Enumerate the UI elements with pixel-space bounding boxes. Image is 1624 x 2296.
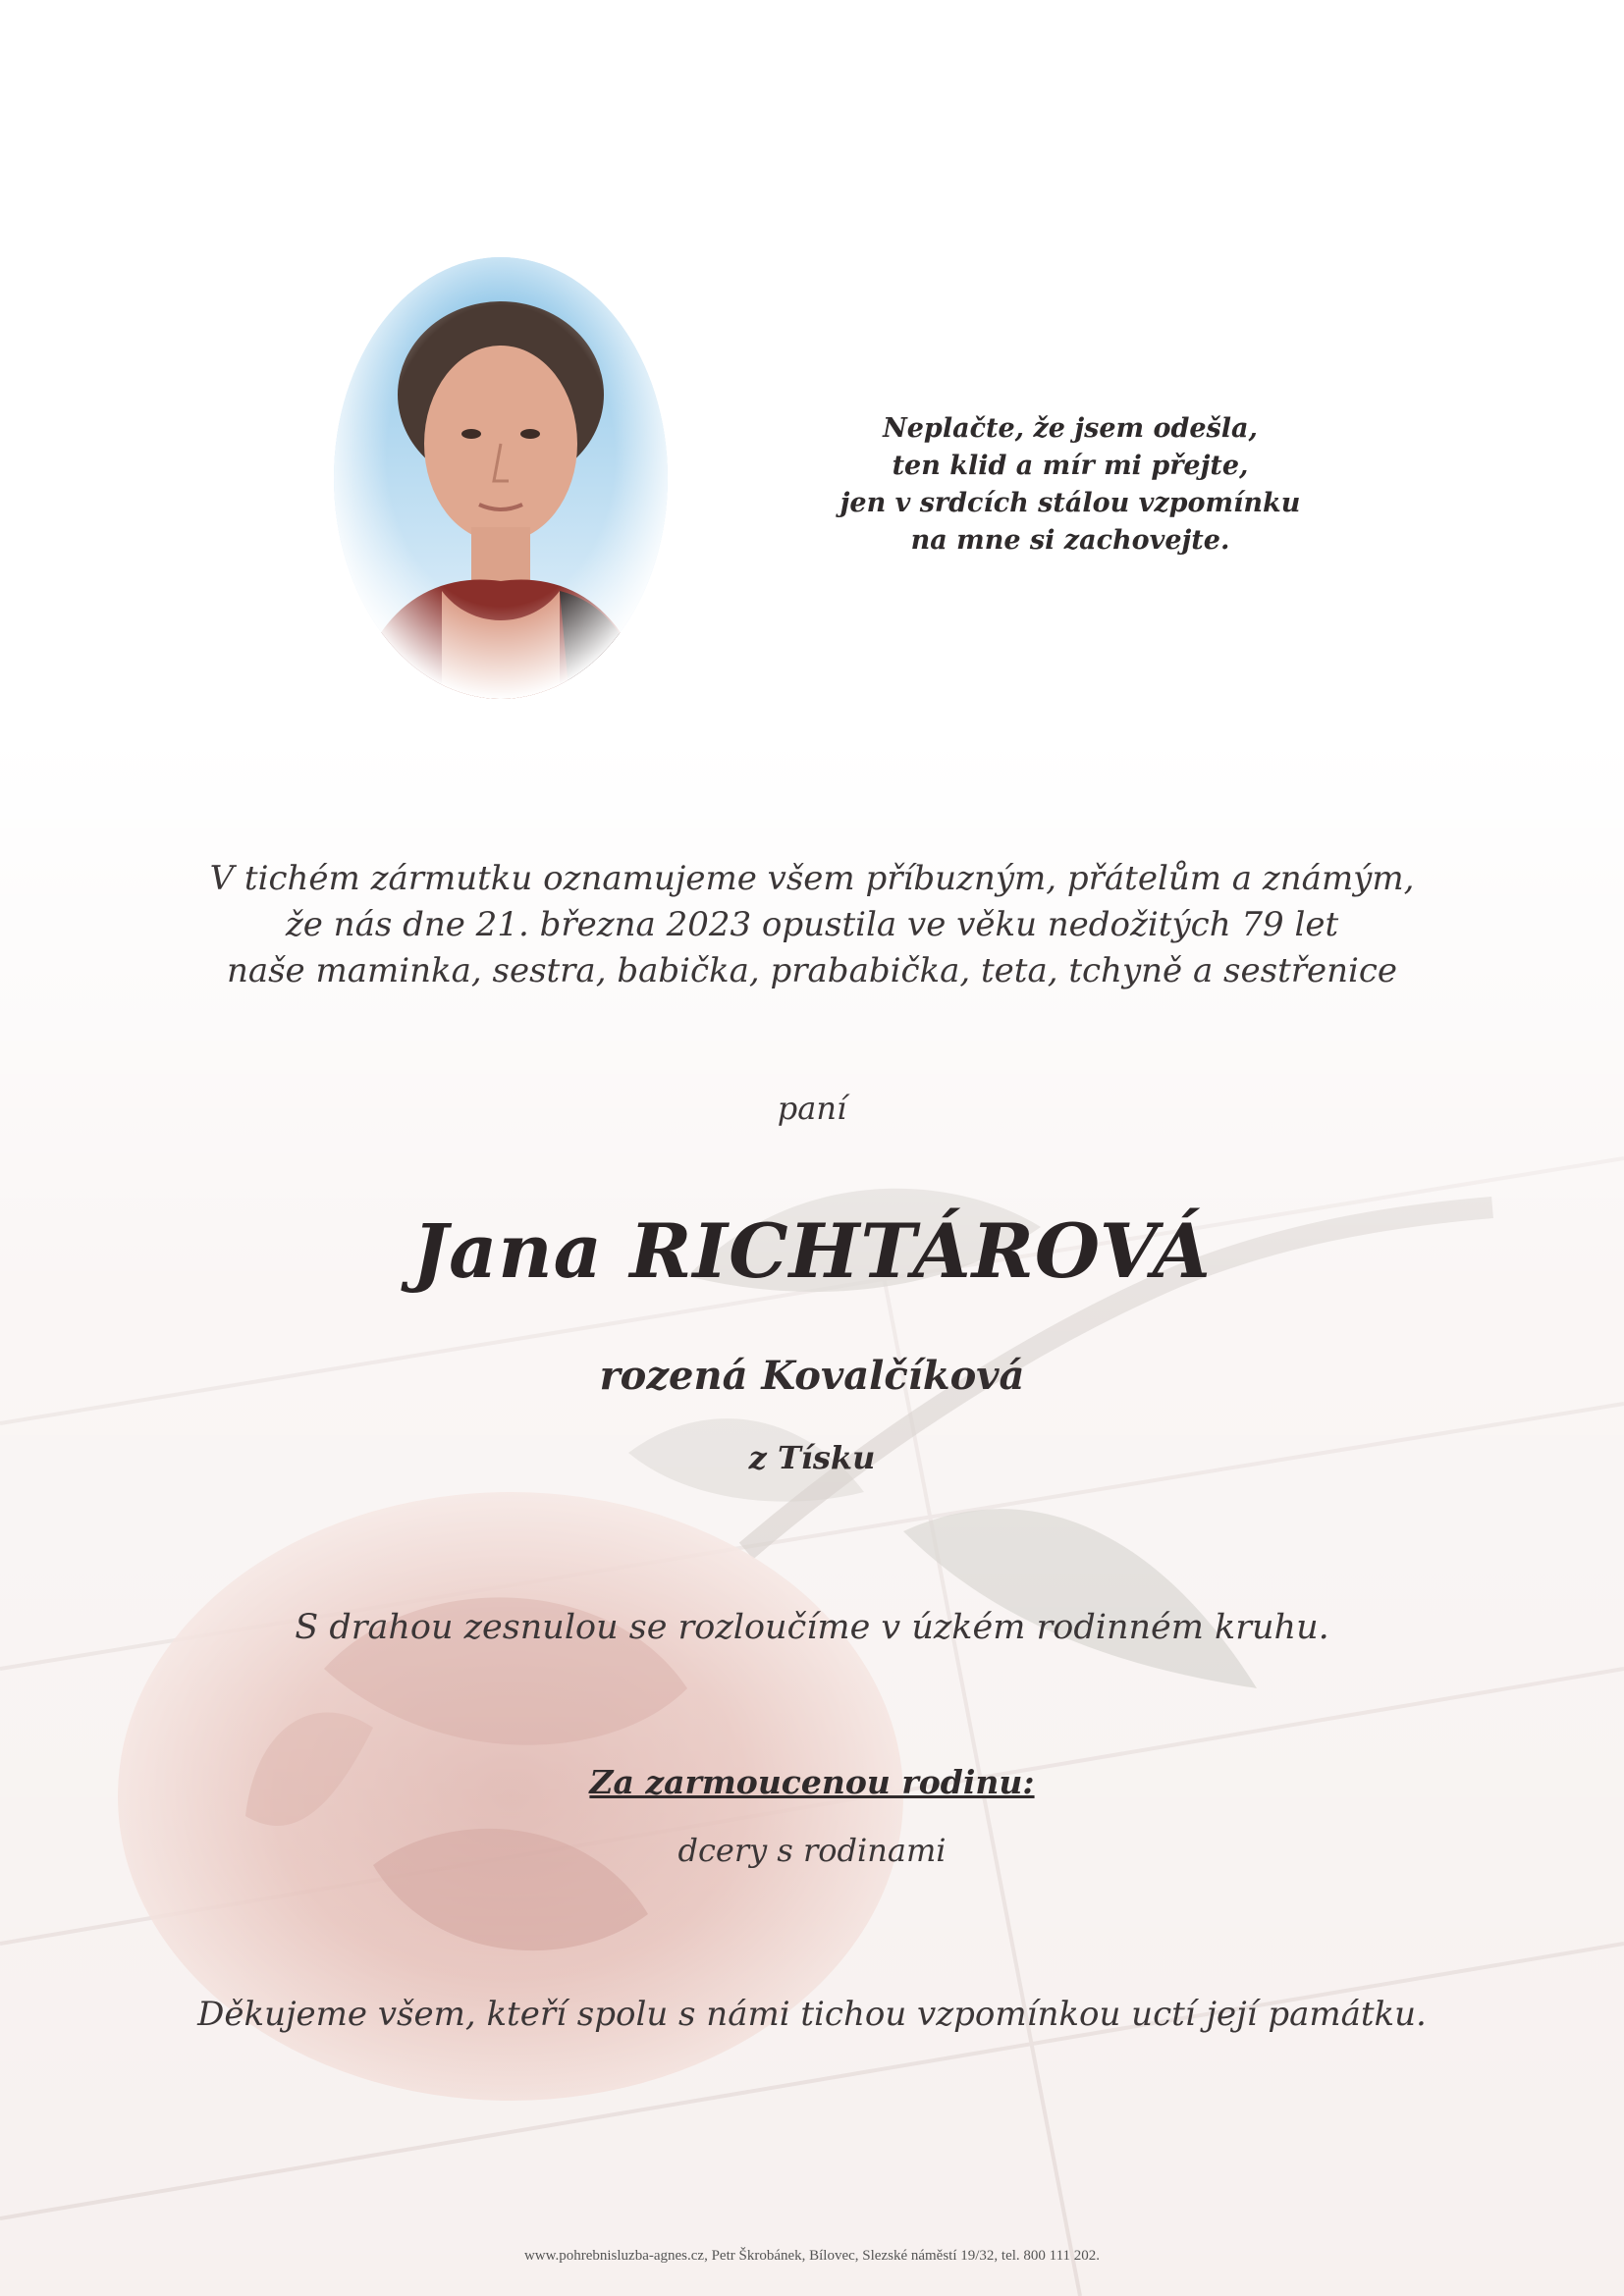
maiden-name: rozená Kovalčíková (599, 1353, 1025, 1399)
footer-contact: www.pohrebnisluzba-agnes.cz, Petr Škrobánek, Bílovec, Slezské náměstí 19/32, tel. 800 111 202. (523, 2248, 1101, 2264)
poem (766, 410, 1375, 560)
poem-line: na mne si zachovejte. (910, 525, 1230, 556)
poem-line: jen v srdcích stálou vzpomínku (839, 488, 1301, 518)
salutation: paní (777, 1090, 847, 1127)
announcement (0, 856, 1624, 994)
poem-line: Neplačte, že jsem odešla, (883, 413, 1258, 444)
farewell-text: S drahou zesnulou se rozloučíme v úzkém rodinném kruhu. (295, 1608, 1329, 1647)
announcement-line: V tichém zármutku oznamujeme všem příbuzným, přátelům a známým, (209, 859, 1415, 898)
portrait-photo (334, 257, 668, 699)
thanks-text: Děkujeme všem, kteří spolu s námi tichou vzpomínkou uctí její památku. (197, 1995, 1427, 2034)
family-members: dcery s rodinami (677, 1832, 947, 1869)
family-heading: Za zarmoucenou rodinu: (589, 1763, 1035, 1801)
announcement-line: naše maminka, sestra, babička, prababička, teta, tchyně a sestřenice (226, 951, 1398, 990)
poem-line: ten klid a mír mi přejte, (892, 451, 1249, 481)
origin: z Tísku (748, 1439, 876, 1476)
deceased-name: Jana RICHTÁROVÁ (412, 1207, 1212, 1295)
announcement-line: že nás dne 21. března 2023 opustila ve věku nedožitých 79 let (285, 905, 1339, 944)
